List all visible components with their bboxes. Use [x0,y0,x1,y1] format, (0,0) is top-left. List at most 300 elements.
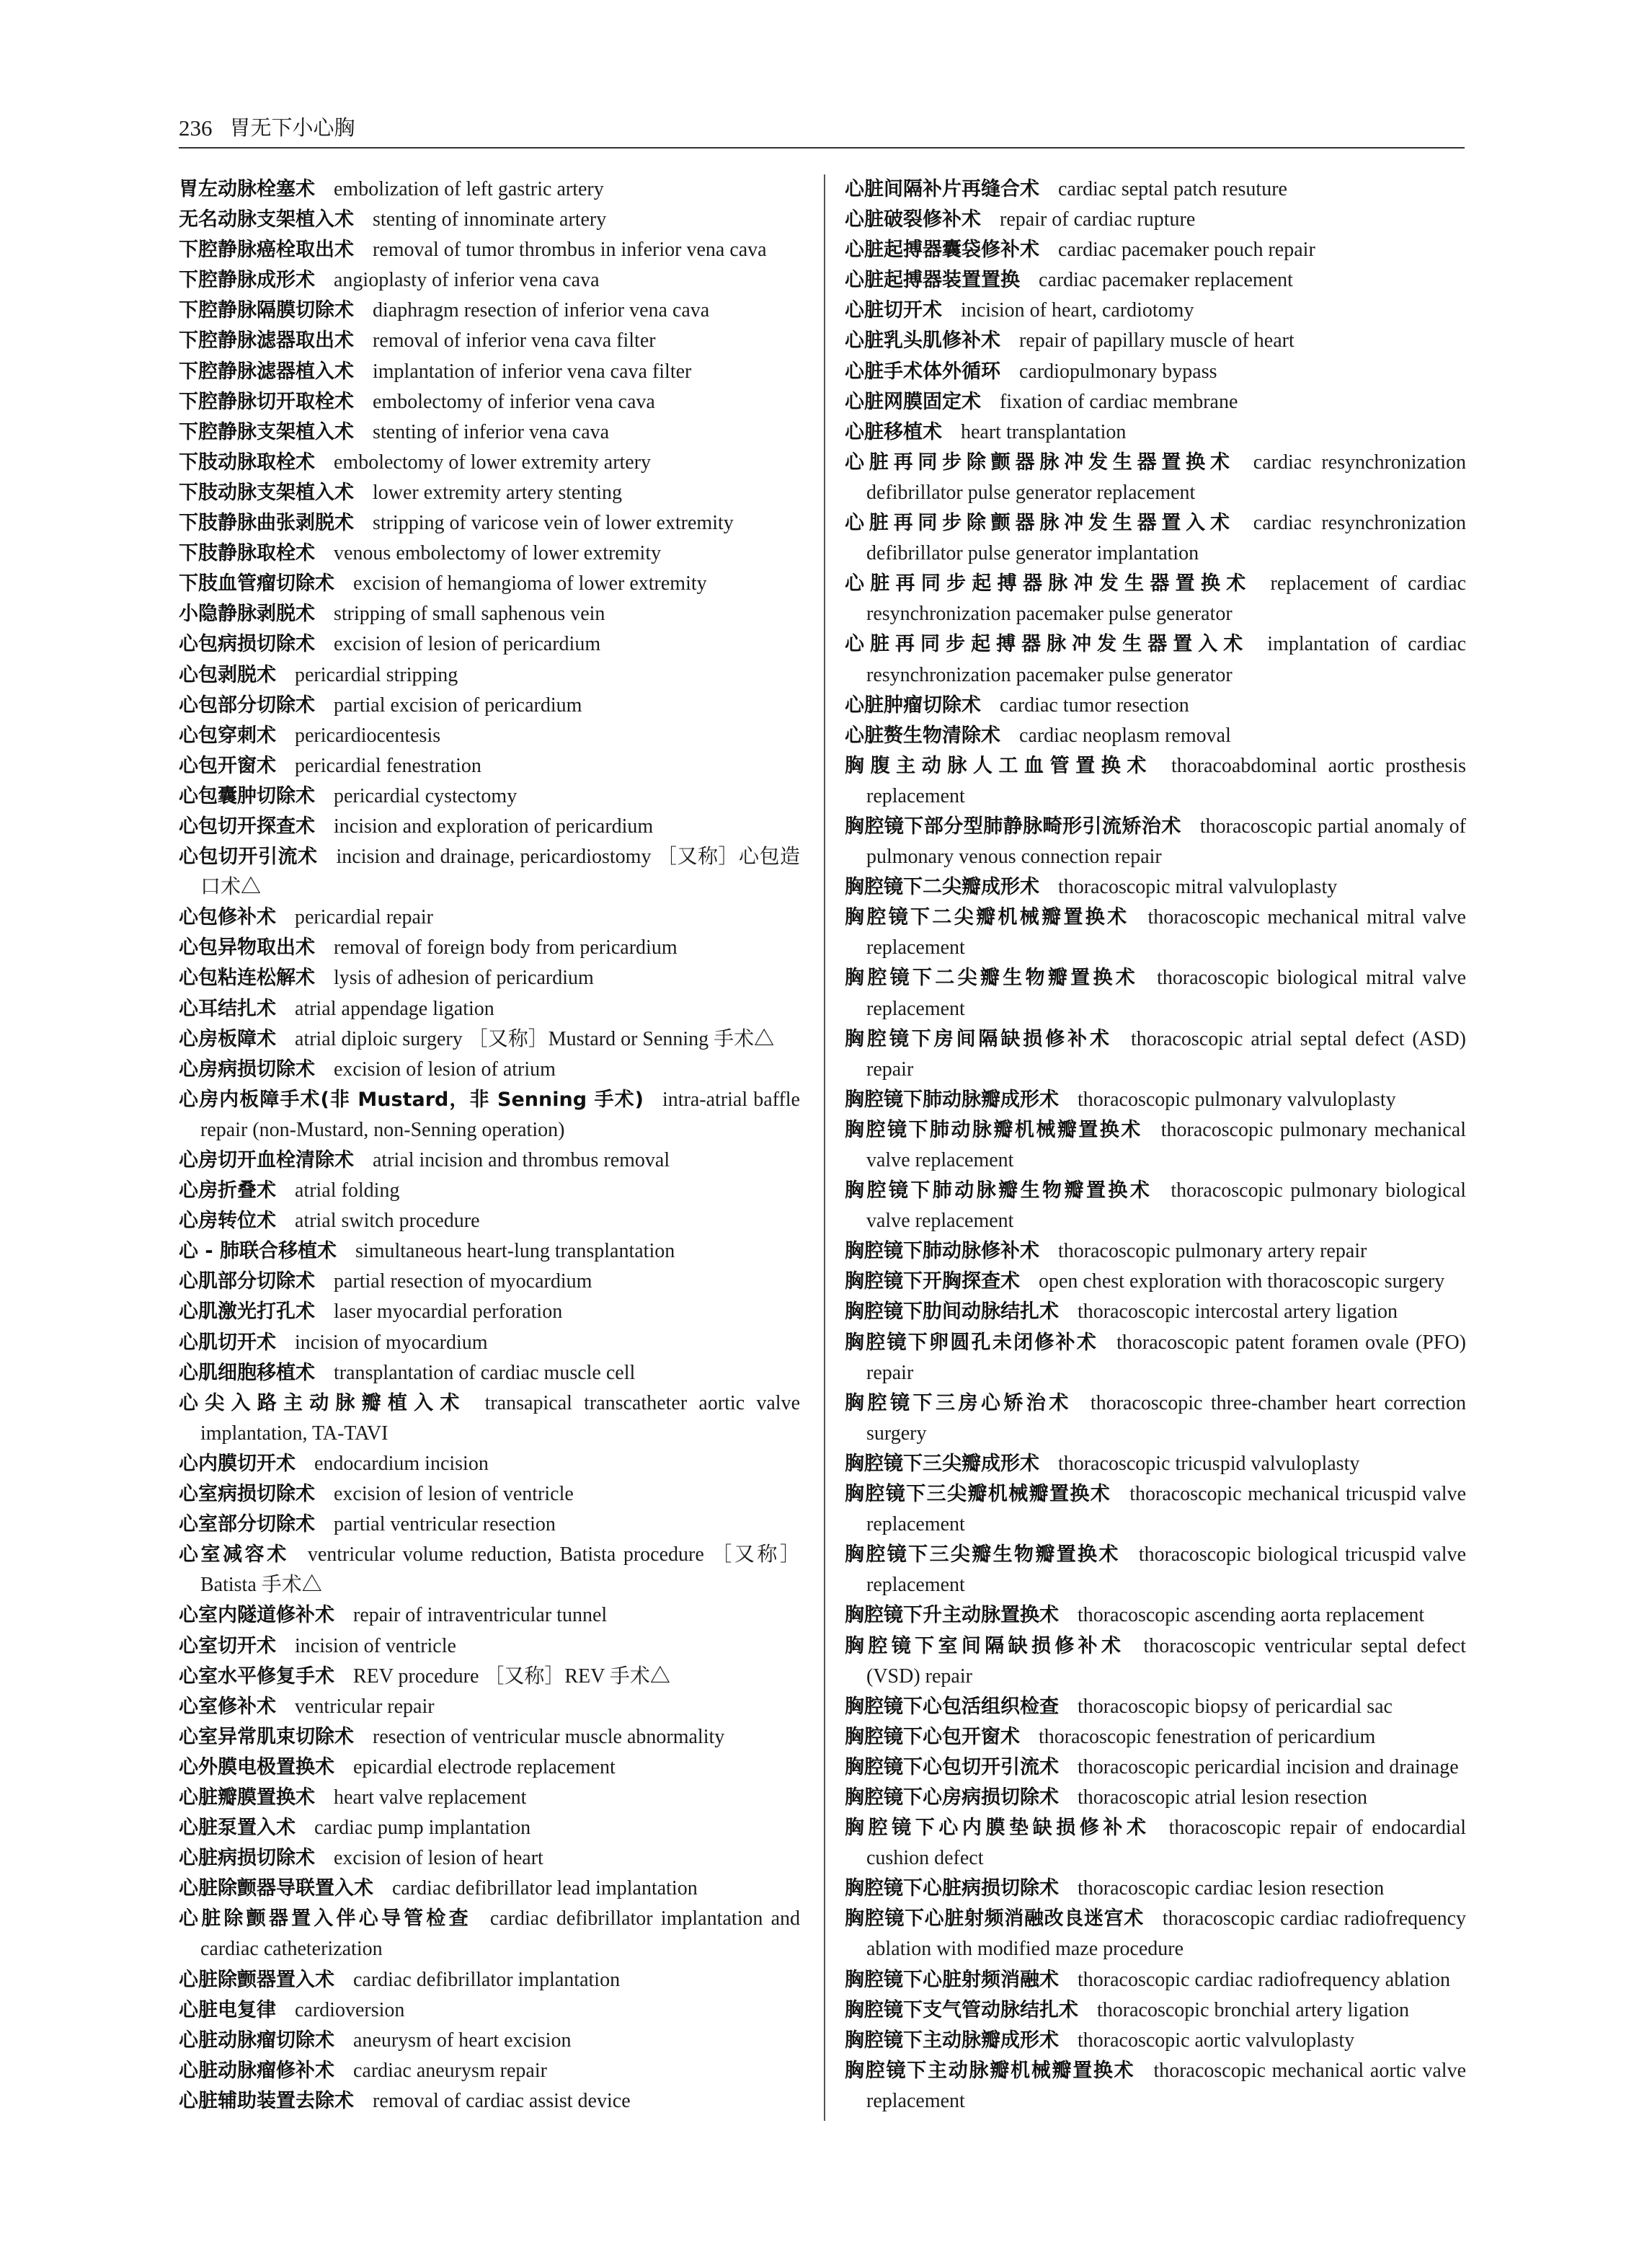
term-chinese: 胸腔镜下房间隔缺损修补术 [845,1027,1112,1050]
term-english: incision of ventricle [295,1634,456,1657]
glossary-entry [845,235,1466,265]
term-chinese: 心室异常肌束切除术 [179,1725,354,1748]
glossary-entry [845,1783,1466,1813]
term-english: removal of foreign body from pericardium [334,936,678,959]
term-english: incision of heart, cardiotomy [961,299,1194,322]
glossary-entry [179,1388,800,1449]
term-english: cardiac defibrillator implantation [353,1968,621,1991]
term-english: cardiac aneurysm repair [353,2059,547,2082]
term-english: thoracoscopic pulmonary mechanical valve replacement [866,1118,1467,1171]
term-chinese: 胸腔镜下三尖瓣机械瓣置换术 [845,1483,1111,1506]
glossary-entry [179,1449,800,1479]
glossary-entry [179,1874,800,1904]
term-chinese: 心脏移植术 [845,420,942,443]
term-chinese: 心脏乳头肌修补术 [845,329,1000,353]
term-chinese: 胸腔镜下心包活组织检查 [845,1695,1059,1718]
term-english: partial resection of myocardium [334,1270,592,1293]
glossary-entry [845,691,1466,721]
term-chinese: 心包开窗术 [179,754,276,777]
term-english: thoracoscopic repair of endocardial cushion defect [866,1817,1466,1870]
term-chinese: 胸腔镜下肋间动脉结扎术 [845,1300,1059,1324]
term-english: partial excision of pericardium [334,693,582,717]
term-chinese: 下腔静脉癌栓取出术 [179,239,354,262]
term-chinese: 心房病损切除术 [179,1058,315,1081]
glossary-entry [845,1236,1466,1267]
glossary-entry [845,2026,1466,2056]
term-english: thoracoscopic ascending aorta replacement [1078,1604,1425,1627]
term-english: repair of intraventricular tunnel [353,1604,608,1627]
term-chinese: 心包穿刺术 [179,724,276,747]
term-chinese: 心室部分切除术 [179,1513,315,1536]
term-english: transapical transcatheter aortic valve implantation, TA-TAVI [200,1391,801,1445]
term-english: thoracoscopic pericardial incision and drainage [1078,1755,1459,1778]
term-chinese: 心室内隧道修补术 [179,1604,334,1627]
term-chinese: 心外膜电极置换术 [179,1755,334,1778]
glossary-entry [179,357,800,387]
term-english: epicardial electrode replacement [353,1755,616,1778]
term-english: cardiac resynchronization defibrillator pulse generator replacement [866,451,1466,504]
glossary-entry [845,448,1466,508]
term-chinese: 心脏除颤器置入术 [179,1968,334,1991]
term-chinese: 心房转位术 [179,1210,276,1233]
term-chinese: 心内膜切开术 [179,1452,296,1475]
term-chinese: 心脏病损切除术 [179,1847,315,1870]
glossary-entry [179,235,800,265]
term-chinese: 下腔静脉滤器植入术 [179,360,354,383]
term-chinese: 心脏泵置入术 [179,1817,296,1840]
glossary-entry [845,1328,1466,1388]
glossary-entry [179,1662,800,1692]
glossary-entry [179,1600,800,1631]
term-english: replacement of cardiac resynchronization pacemaker pulse generator [866,572,1467,626]
glossary-entry [845,265,1466,296]
glossary-entry [179,781,800,812]
glossary-entry [179,1206,800,1236]
term-english: lysis of adhesion of pericardium [334,967,594,990]
glossary-entry [179,933,800,963]
term-english: cardiac septal patch resuture [1058,178,1287,200]
term-english: atrial diploic surgery ［又称］Mustard or Senning 手术△ [295,1027,775,1050]
term-chinese: 心脏除颤器置入伴心导管检查 [179,1907,471,1931]
glossary-entry [845,1600,1466,1631]
term-english: thoracoscopic pulmonary biological valve replacement [866,1179,1467,1233]
glossary-entry [845,963,1466,1024]
term-english: thoracoscopic atrial lesion resection [1078,1786,1367,1809]
term-chinese: 胸腔镜下主动脉瓣成形术 [845,2029,1059,2052]
term-chinese: 胸腔镜下部分型肺静脉畸形引流矫治术 [845,815,1181,838]
term-english: pericardial cystectomy [334,784,518,807]
term-chinese: 胸腔镜下心脏射频消融术 [845,1968,1059,1991]
term-english: atrial folding [295,1179,400,1202]
term-english: open chest exploration with thoracoscopic surgery [1039,1270,1445,1293]
glossary-entry [179,1965,800,1995]
term-english: transplantation of cardiac muscle cell [334,1361,636,1384]
glossary-entry [179,1358,800,1388]
term-english: thoracoscopic bronchial artery ligation [1097,1998,1410,2021]
term-chinese: 下腔静脉支架植入术 [179,420,354,443]
term-english: incision of myocardium [295,1331,488,1354]
term-chinese: 心室修补术 [179,1695,276,1718]
term-english: repair of cardiac rupture [1000,208,1196,231]
glossary-entry [179,478,800,508]
term-chinese: 胸腔镜下卵圆孔未闭修补术 [845,1331,1098,1354]
glossary-entry [179,387,800,417]
glossary-entry [845,629,1466,690]
left-column [179,174,800,2116]
term-english: pericardial fenestration [295,754,481,777]
term-english: venous embolectomy of lower extremity [334,542,662,565]
term-chinese: 胸腔镜下主动脉瓣机械瓣置换术 [845,2059,1135,2082]
glossary-entry [179,842,800,903]
term-chinese: 心脏起搏器装置置换 [845,269,1020,292]
term-english: thoracoscopic pulmonary artery repair [1058,1240,1367,1263]
term-english: thoracoscopic intercostal artery ligation [1078,1300,1398,1324]
glossary-entry [179,448,800,478]
glossary-entry [179,721,800,751]
term-english: pericardial stripping [295,663,458,686]
running-title: 胃无下小心胸 [229,115,355,140]
term-chinese: 心脏破裂修补术 [845,208,981,231]
term-chinese: 下肢静脉曲张剥脱术 [179,512,354,535]
term-english: embolization of left gastric artery [334,178,604,200]
term-chinese: 心包粘连松解术 [179,967,315,990]
glossary-entry [845,2056,1466,2116]
glossary-entry [179,1145,800,1176]
term-english: excision of lesion of heart [334,1847,543,1870]
term-chinese: 心脏再同步除颤器脉冲发生器置换术 [845,451,1235,474]
term-english: cardiac tumor resection [1000,693,1189,717]
term-english: cardiopulmonary bypass [1019,360,1217,383]
term-chinese: 心脏除颤器导联置入术 [179,1877,373,1900]
glossary-entry [179,2056,800,2086]
glossary-entry [179,1783,800,1813]
glossary-entry [179,691,800,721]
term-english: cardiac pacemaker pouch repair [1058,239,1315,262]
term-english: stenting of inferior vena cava [373,420,610,443]
glossary-entry [845,1874,1466,1904]
term-chinese: 胸腔镜下二尖瓣成形术 [845,876,1039,899]
term-chinese: 心包剥脱术 [179,663,276,686]
glossary-entry [179,1904,800,1964]
term-chinese: 心脏手术体外循环 [845,360,1000,383]
term-english: cardioversion [295,1998,405,2021]
term-chinese: 胸腔镜下心房病损切除术 [845,1786,1059,1809]
right-column [845,174,1466,2116]
term-chinese: 心包切开引流术 [179,846,318,869]
term-chinese: 胸腔镜下心脏射频消融改良迷宫术 [845,1907,1144,1931]
term-english: thoracoscopic aortic valvuloplasty [1078,2029,1355,2052]
glossary-entry [845,1965,1466,1995]
glossary-entry [845,1176,1466,1236]
term-english: heart transplantation [961,420,1127,443]
term-chinese: 心房内板障手术(非 Mustard，非 Senning 手术) [179,1088,644,1111]
term-chinese: 心室水平修复手术 [179,1665,334,1688]
term-english: atrial appendage ligation [295,997,494,1020]
term-chinese: 心房板障术 [179,1027,276,1050]
term-english: repair of papillary muscle of heart [1019,329,1294,353]
glossary-entry [179,1176,800,1206]
glossary-entry [179,205,800,235]
glossary-entry [845,508,1466,569]
glossary-entry [179,1752,800,1783]
term-english: implantation of inferior vena cava filter [373,360,692,383]
term-english: cardiac defibrillator lead implantation [392,1877,698,1900]
term-english: excision of lesion of pericardium [334,633,601,656]
term-chinese: 心脏肿瘤切除术 [845,693,981,717]
term-english: partial ventricular resection [334,1513,556,1536]
term-chinese: 胸腔镜下开胸探查术 [845,1270,1020,1293]
term-english: thoracoabdominal aortic prosthesis replacement [866,754,1467,807]
term-english: thoracoscopic biological tricuspid valve replacement [866,1543,1467,1597]
term-english: implantation of cardiac resynchronization pacemaker pulse generator [866,633,1467,686]
glossary-entry [179,296,800,326]
term-english: thoracoscopic tricuspid valvuloplasty [1058,1452,1360,1475]
term-english: atrial incision and thrombus removal [373,1149,670,1171]
term-english: aneurysm of heart excision [353,2029,572,2052]
term-chinese: 下肢血管瘤切除术 [179,572,334,595]
term-english: thoracoscopic fenestration of pericardium [1039,1725,1376,1748]
term-chinese: 胸腔镜下肺动脉修补术 [845,1240,1039,1263]
term-english: thoracoscopic atrial septal defect (ASD) repair [866,1027,1466,1081]
term-english: endocardium incision [314,1452,489,1475]
glossary-entry [179,538,800,569]
term-chinese: 无名动脉支架植入术 [179,208,354,231]
glossary-entry [179,1813,800,1843]
glossary-entry [179,963,800,993]
term-chinese: 胸腔镜下肺动脉瓣机械瓣置换术 [845,1118,1142,1141]
glossary-entry [845,326,1466,356]
glossary-entry [179,812,800,842]
term-english: cardiac resynchronization defibrillator pulse generator implantation [866,512,1466,565]
term-english: ventricular repair [295,1695,435,1718]
glossary-entry [845,1449,1466,1479]
term-chinese: 心包病损切除术 [179,633,315,656]
term-english: resection of ventricular muscle abnormality [373,1725,725,1748]
term-english: thoracoscopic partial anomaly of pulmonary venous connection repair [866,815,1467,869]
glossary-entry [179,174,800,205]
term-chinese: 下腔静脉隔膜切除术 [179,299,354,322]
term-english: ventricular volume reduction, Batista procedure ［又称］Batista 手术△ [200,1543,800,1597]
term-chinese: 心室减容术 [179,1543,289,1566]
term-chinese: 心 - 肺联合移植术 [179,1240,337,1263]
term-chinese: 下肢动脉支架植入术 [179,481,354,504]
term-chinese: 心耳结扎术 [179,997,276,1020]
term-chinese: 心尖入路主动脉瓣植入术 [179,1391,466,1414]
glossary-entry [179,417,800,448]
term-english: thoracoscopic mechanical aortic valve replacement [866,2059,1467,2112]
term-english: heart valve replacement [334,1786,527,1809]
term-chinese: 心脏间隔补片再缝合术 [845,178,1039,200]
term-english: cardiac neoplasm removal [1019,724,1231,747]
term-chinese: 胸腔镜下室间隔缺损修补术 [845,1634,1125,1657]
term-chinese: 胸腔镜下三尖瓣生物瓣置换术 [845,1543,1120,1566]
glossary-entry [179,265,800,296]
glossary-entry [845,1904,1466,1964]
term-chinese: 下腔静脉滤器取出术 [179,329,354,353]
glossary-entry [845,1297,1466,1327]
term-english: thoracoscopic mechanical tricuspid valve replacement [866,1483,1467,1536]
term-english: incision and exploration of pericardium [334,815,654,838]
term-chinese: 胸腔镜下肺动脉瓣成形术 [845,1088,1059,1111]
glossary-entry [179,1631,800,1662]
glossary-entry [845,174,1466,205]
term-english: thoracoscopic ventricular septal defect (VSD) repair [866,1634,1467,1688]
glossary-entry [179,1722,800,1752]
term-chinese: 心脏再同步起搏器脉冲发生器置换术 [845,572,1252,595]
term-english: thoracoscopic cardiac radiofrequency ablation with modified maze procedure [866,1907,1466,1961]
glossary-entry [179,2026,800,2056]
term-chinese: 胸腔镜下肺动脉瓣生物瓣置换术 [845,1179,1153,1202]
glossary-entry [845,1752,1466,1783]
glossary-entry [845,1631,1466,1692]
glossary-entry [179,1267,800,1297]
page-number: 236 [179,115,213,141]
glossary-entry [179,1479,800,1510]
term-english: thoracoscopic mechanical mitral valve replacement [866,906,1466,959]
term-chinese: 心脏辅助装置去除术 [179,2089,354,2112]
term-english: REV procedure ［又称］REV 手术△ [353,1665,670,1688]
page-header [179,107,1465,149]
glossary-entry [179,1540,800,1600]
term-chinese: 胸腔镜下心内膜垫缺损修补术 [845,1817,1150,1840]
term-english: diaphragm resection of inferior vena cava [373,299,710,322]
term-english: thoracoscopic cardiac lesion resection [1078,1877,1385,1900]
term-english: thoracoscopic patent foramen ovale (PFO) repair [866,1331,1466,1384]
glossary-entry [845,1995,1466,2026]
term-english: thoracoscopic biological mitral valve replacement [866,967,1467,1020]
glossary-entry [845,1388,1466,1449]
term-chinese: 胸腹主动脉人工血管置换术 [845,754,1153,777]
glossary-entry [179,1328,800,1358]
glossary-entry [845,1085,1466,1115]
term-chinese: 下腔静脉成形术 [179,269,315,292]
term-chinese: 心房折叠术 [179,1179,276,1202]
term-chinese: 心肌部分切除术 [179,1270,315,1293]
term-english: lower extremity artery stenting [373,481,622,504]
term-english: removal of cardiac assist device [373,2089,631,2112]
glossary-entry [845,569,1466,629]
glossary-entry [179,326,800,356]
glossary-entry [179,994,800,1024]
term-english: fixation of cardiac membrane [1000,390,1238,413]
glossary-entry [845,1813,1466,1874]
term-english: embolectomy of inferior vena cava [373,390,655,413]
term-chinese: 心脏赘生物清除术 [845,724,1000,747]
term-chinese: 胸腔镜下支气管动脉结扎术 [845,1998,1078,2021]
term-english: excision of hemangioma of lower extremity [353,572,707,595]
glossary-entry [179,1236,800,1267]
term-chinese: 心室切开术 [179,1634,276,1657]
glossary-entry [845,296,1466,326]
term-chinese: 心包切开探查术 [179,815,315,838]
term-chinese: 心肌切开术 [179,1331,276,1354]
term-english: embolectomy of lower extremity artery [334,451,652,474]
glossary-entry [179,1055,800,1085]
term-english: cardiac pump implantation [314,1817,531,1840]
term-english: intra-atrial baffle repair (non-Mustard, non-Senning operation) [200,1088,800,1141]
term-chinese: 胃左动脉栓塞术 [179,178,315,200]
glossary-entry [845,417,1466,448]
term-chinese: 心脏再同步起搏器脉冲发生器置入术 [845,633,1249,656]
term-chinese: 胸腔镜下二尖瓣生物瓣置换术 [845,967,1139,990]
glossary-entry [179,1024,800,1055]
term-chinese: 胸腔镜下三尖瓣成形术 [845,1452,1039,1475]
term-chinese: 心脏起搏器囊袋修补术 [845,239,1039,262]
glossary-entry [845,205,1466,235]
term-chinese: 心包修补术 [179,906,276,929]
term-chinese: 小隐静脉剥脱术 [179,603,315,626]
term-chinese: 心脏瓣膜置换术 [179,1786,315,1809]
glossary-entry [179,1297,800,1327]
term-english: thoracoscopic cardiac radiofrequency ablation [1078,1968,1450,1991]
glossary-entry [179,903,800,933]
term-chinese: 心脏动脉瘤修补术 [179,2059,334,2082]
term-english: pericardial repair [295,906,433,929]
term-english: removal of tumor thrombus in inferior vena cava [373,239,767,262]
glossary-entry [179,629,800,660]
term-english: pericardiocentesis [295,724,441,747]
term-english: cardiac defibrillator implantation and cardiac catheterization [200,1907,800,1961]
term-chinese: 心室病损切除术 [179,1483,315,1506]
glossary-entry [179,508,800,538]
term-english: simultaneous heart-lung transplantation [355,1240,675,1263]
term-english: angioplasty of inferior vena cava [334,269,600,292]
glossary-entry [845,1024,1466,1085]
term-english: laser myocardial perforation [334,1300,563,1324]
term-chinese: 胸腔镜下二尖瓣机械瓣置换术 [845,906,1129,929]
term-chinese: 心房切开血栓清除术 [179,1149,354,1171]
term-chinese: 心脏动脉瘤切除术 [179,2029,334,2052]
term-chinese: 心脏电复律 [179,1998,276,2021]
term-english: atrial switch procedure [295,1210,480,1233]
column-divider [824,174,825,2121]
glossary-entry [845,387,1466,417]
term-english: stripping of varicose vein of lower extremity [373,512,734,535]
glossary-entry [845,1479,1466,1540]
glossary-entry [845,1692,1466,1722]
glossary-entry [179,751,800,781]
term-english: thoracoscopic mitral valvuloplasty [1058,876,1338,899]
glossary-entry [179,1692,800,1722]
glossary-entry [179,1843,800,1874]
term-english: stripping of small saphenous vein [334,603,605,626]
term-english: incision and drainage, pericardiostomy ［又称］心包造口术△ [200,846,800,899]
glossary-entry [845,721,1466,751]
term-chinese: 胸腔镜下心包切开引流术 [845,1755,1059,1778]
glossary-entry [179,599,800,629]
glossary-entry [179,2086,800,2116]
glossary-entry [179,1510,800,1540]
term-chinese: 胸腔镜下三房心矫治术 [845,1391,1072,1414]
term-chinese: 心肌激光打孔术 [179,1300,315,1324]
glossary-entry [845,1267,1466,1297]
glossary-entry [845,1115,1466,1176]
glossary-entry [179,1085,800,1145]
glossary-entry [845,357,1466,387]
term-chinese: 心包囊肿切除术 [179,784,315,807]
term-english: thoracoscopic three-chamber heart correction surgery [866,1391,1467,1445]
glossary-entry [845,751,1466,812]
term-chinese: 胸腔镜下心脏病损切除术 [845,1877,1059,1900]
term-chinese: 心脏切开术 [845,299,942,322]
term-chinese: 下腔静脉切开取栓术 [179,390,354,413]
term-english: excision of lesion of atrium [334,1058,556,1081]
term-chinese: 心脏再同步除颤器脉冲发生器置入术 [845,512,1235,535]
term-chinese: 心包部分切除术 [179,693,315,717]
glossary-entry [845,872,1466,903]
term-chinese: 胸腔镜下升主动脉置换术 [845,1604,1059,1627]
term-chinese: 下肢静脉取栓术 [179,542,315,565]
